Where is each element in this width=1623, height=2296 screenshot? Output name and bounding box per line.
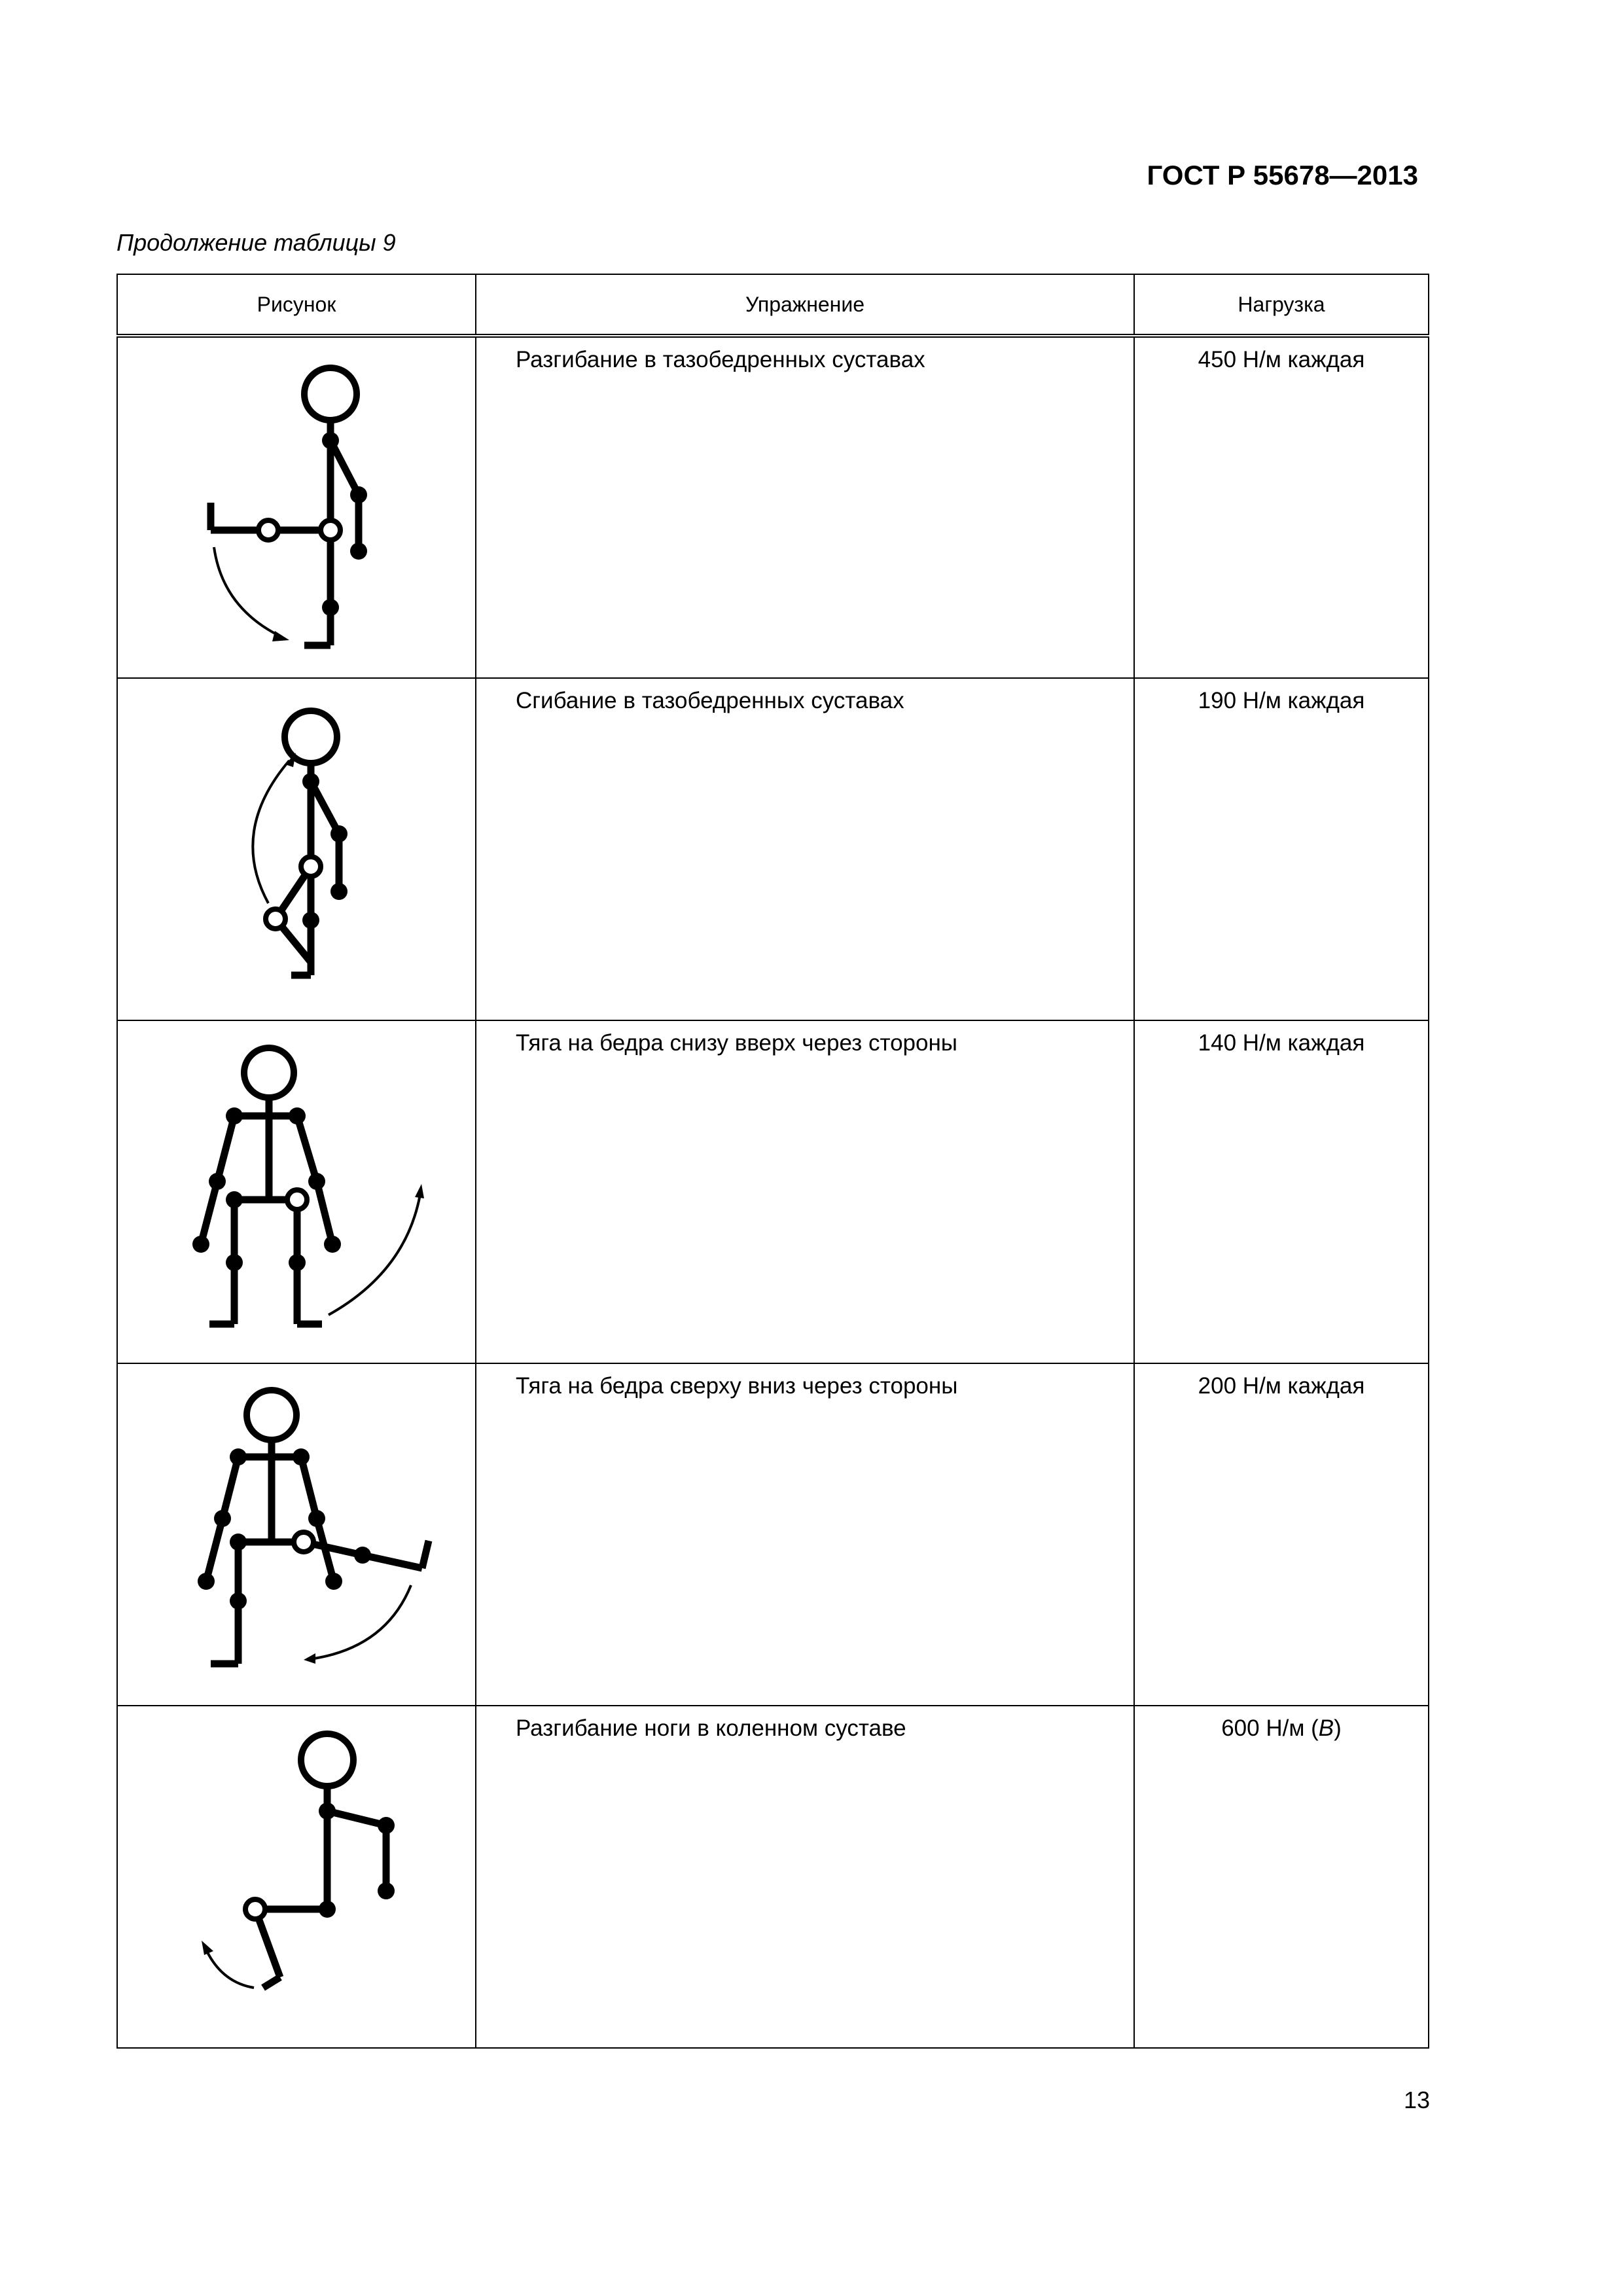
page-number: 13 xyxy=(1403,2087,1430,2113)
hip-adduction-figure-icon xyxy=(118,1365,476,1703)
table-row xyxy=(117,678,1429,1020)
load-value: 450 Н/м каждая xyxy=(1134,336,1429,678)
figure-cell xyxy=(117,1363,476,1706)
hip-abduction-figure-icon xyxy=(118,1023,476,1361)
standard-number: ГОСТ Р 55678—2013 xyxy=(1147,160,1418,190)
table-row xyxy=(117,1363,1429,1706)
table-row xyxy=(117,1706,1429,2048)
figure-cell xyxy=(117,678,476,1020)
table-header-row xyxy=(117,274,1429,336)
column-header-figure: Рисунок xyxy=(117,274,476,336)
load-value: 200 Н/м каждая xyxy=(1134,1363,1429,1706)
knee-extension-figure-icon xyxy=(118,1708,476,2045)
hip-flexion-figure-icon xyxy=(118,681,476,1018)
exercise-name: Тяга на бедра сверху вниз через стороны xyxy=(476,1363,1134,1706)
table-row xyxy=(117,1020,1429,1363)
exercise-name: Сгибание в тазобедренных суставах xyxy=(476,678,1134,1020)
exercise-table xyxy=(116,274,1429,2049)
figure-cell xyxy=(117,1706,476,2048)
load-value: 140 Н/м каждая xyxy=(1134,1020,1429,1363)
exercise-name: Разгибание в тазобедренных суставах xyxy=(476,336,1134,678)
exercise-name: Тяга на бедра снизу вверх через стороны xyxy=(476,1020,1134,1363)
column-header-exercise: Упражнение xyxy=(476,274,1134,336)
figure-cell xyxy=(117,336,476,678)
hip-extension-figure-icon xyxy=(118,339,476,677)
table-continuation-caption: Продолжение таблицы 9 xyxy=(116,229,396,256)
column-header-load: Нагрузка xyxy=(1134,274,1429,336)
load-value: 600 Н/м (B) xyxy=(1134,1706,1429,2048)
figure-cell xyxy=(117,1020,476,1363)
exercise-name: Разгибание ноги в коленном суставе xyxy=(476,1706,1134,2048)
table-row xyxy=(117,336,1429,678)
load-value: 190 Н/м каждая xyxy=(1134,678,1429,1020)
